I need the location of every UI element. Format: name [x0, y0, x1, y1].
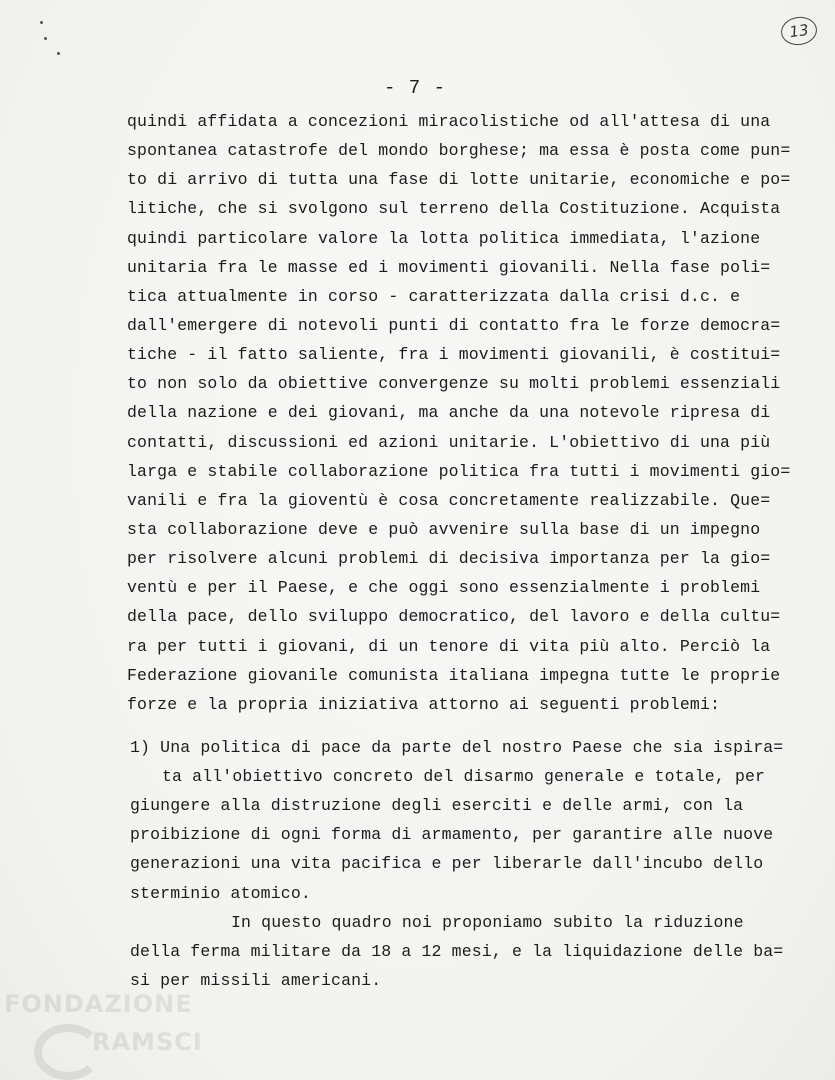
speck	[57, 52, 60, 55]
text-line: della ferma militare da 18 a 12 mesi, e la liquidazione delle ba=	[130, 942, 784, 961]
text-line: quindi particolare valore la lotta politica immediata, l'azione	[127, 229, 761, 248]
watermark-text-top: FONDAZIONE	[4, 990, 193, 1018]
text-line: proibizione di ogni forma di armamento, per garantire alle nuove	[130, 825, 774, 844]
text-line: per risolvere alcuni problemi di decisiva importanza per la gio=	[127, 549, 771, 568]
text-line: tiche - il fatto saliente, fra i movimenti giovanili, è costitui=	[127, 345, 781, 364]
text-line: tica attualmente in corso - caratterizzata dalla crisi d.c. e	[127, 287, 741, 306]
text-line: spontanea catastrofe del mondo borghese; ma essa è posta come pun=	[127, 141, 791, 160]
text-line: giungere alla distruzione degli eserciti e delle armi, con la	[130, 796, 744, 815]
text-line: ra per tutti i giovani, di un tenore di vita più alto. Perciò la	[127, 637, 771, 656]
text-line: vanili e fra la gioventù è cosa concretamente realizzabile. Que=	[127, 491, 771, 510]
text-line: dall'emergere di notevoli punti di contatto fra le forze democra=	[127, 316, 781, 335]
archive-watermark-logo	[4, 988, 234, 1072]
text-line: ventù e per il Paese, e che oggi sono essenzialmente i problemi	[127, 578, 761, 597]
speck	[44, 37, 47, 40]
list-item-text: 1) Una politica di pace da parte del nostro Paese che sia ispira=	[130, 738, 784, 757]
text-line: In questo quadro noi proponiamo subito la riduzione	[231, 913, 744, 932]
text-line: Federazione giovanile comunista italiana impegna tutte le proprie	[127, 666, 781, 685]
watermark-text-bottom: RAMSCI	[92, 1028, 203, 1056]
text-line: generazioni una vita pacifica e per liberarle dall'incubo dello	[130, 854, 764, 873]
text-line: ta all'obiettivo concreto del disarmo generale e totale, per	[162, 767, 766, 786]
speck	[40, 21, 43, 24]
text-line: sta collaborazione deve e può avvenire sulla base di un impegno	[127, 520, 761, 539]
text-line: forze e la propria iniziativa attorno ai seguenti problemi:	[127, 695, 721, 714]
page-number: - 7 -	[384, 77, 447, 99]
text-line: si per missili americani.	[130, 971, 382, 990]
text-line: contatti, discussioni ed azioni unitarie. L'obiettivo di una più	[127, 433, 771, 452]
text-line: unitaria fra le masse ed i movimenti giovanili. Nella fase poli=	[127, 258, 771, 277]
text-line: larga e stabile collaborazione politica fra tutti i movimenti gio=	[127, 462, 791, 481]
text-line: to di arrivo di tutta una fase di lotte unitarie, economiche e po=	[127, 170, 791, 189]
text-line: della pace, dello sviluppo democratico, del lavoro e della cultu=	[127, 607, 781, 626]
text-line: sterminio atomico.	[130, 884, 311, 903]
text-line: della nazione e dei giovani, ma anche da una notevole ripresa di	[127, 403, 771, 422]
archive-page-stamp: 13	[779, 15, 819, 48]
text-line: to non solo da obiettive convergenze su molti problemi essenziali	[127, 374, 781, 393]
text-line: litiche, che si svolgono sul terreno della Costituzione. Acquista	[127, 199, 781, 218]
text-line: quindi affidata a concezioni miracolistiche od all'attesa di una	[127, 112, 771, 131]
